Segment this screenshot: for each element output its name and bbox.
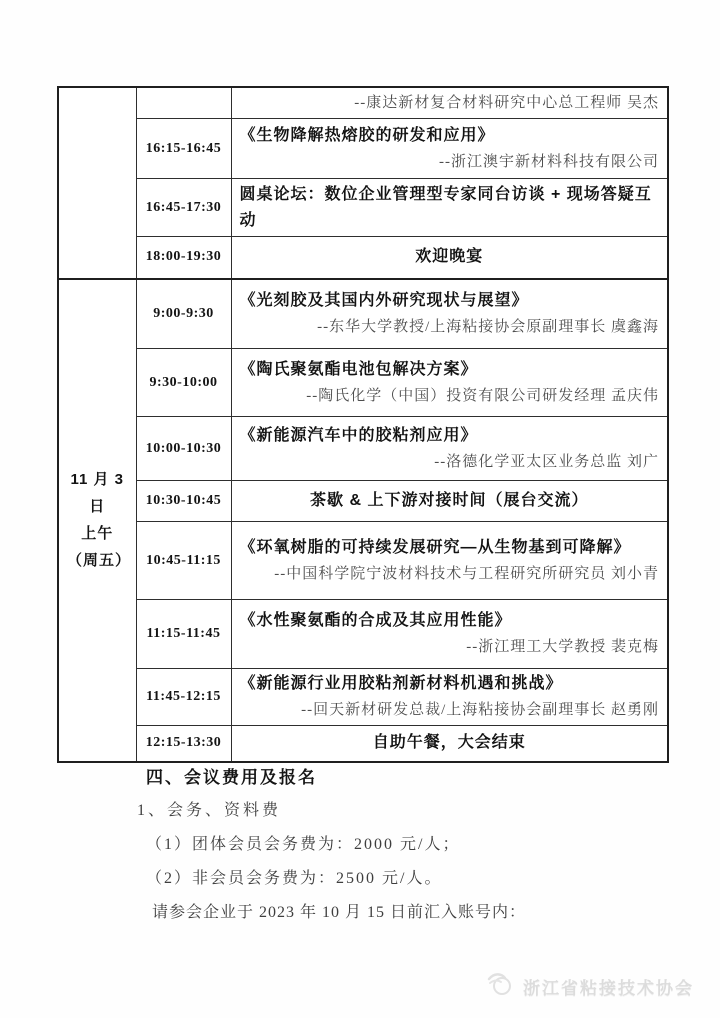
session-title: 《水性聚氨酯的合成及其应用性能》 [239, 612, 512, 629]
session-speaker: --洛德化学亚太区业务总监 刘广 [434, 453, 659, 470]
payment-deadline-note: 请参会企业于 2023 年 10 月 15 日前汇入账号内： [152, 904, 527, 921]
session-speaker: --中国科学院宁波材料技术与工程研究所研究员 刘小青 [274, 565, 659, 582]
date-line: （周五） [67, 552, 132, 569]
agenda-time-cell: 11:15-11:45 [136, 600, 231, 669]
agenda-session-cell [231, 600, 668, 669]
session-speaker: --东华大学教授/上海粘接协会原副理事长 虞鑫海 [317, 318, 659, 335]
session-title: 欢迎晚宴 [415, 248, 484, 266]
session-title: 茶歇 & 上下游对接时间（展台交流） [310, 492, 589, 509]
agenda-time-cell: 16:45-17:30 [136, 179, 231, 237]
agenda-row [58, 237, 668, 279]
conference-agenda-table [57, 86, 669, 763]
agenda-row [58, 600, 668, 669]
agenda-date-cell [58, 279, 136, 762]
agenda-row [58, 522, 668, 600]
session-title: 《陶氏聚氨酯电池包解决方案》 [239, 360, 478, 378]
date-line: 上午 [81, 525, 114, 542]
date-line: 11 月 3 日 [70, 471, 125, 515]
agenda-time-cell: 10:00-10:30 [136, 417, 231, 481]
agenda-time-cell: 9:00-9:30 [136, 279, 231, 349]
agenda-session-cell [231, 119, 668, 179]
fees-item-label: 1、会务、资料费 [137, 802, 282, 819]
session-speaker: --陶氏化学（中国）投资有限公司研发经理 孟庆伟 [306, 387, 659, 404]
association-name: 浙江省粘接技术协会 [523, 979, 694, 998]
session-speaker: --浙江澳宇新材料科技有限公司 [439, 153, 659, 170]
member-fee-line: （1）团体会员会务费为：2000 元/人； [146, 836, 461, 853]
agenda-session-cell [231, 726, 668, 762]
agenda-time-cell [136, 87, 231, 119]
session-title: 圆桌论坛：数位企业管理型专家同台访谈 + 现场答疑互动 [239, 185, 652, 229]
session-title: 《光刻胶及其国内外研究现状与展望》 [239, 291, 529, 309]
agenda-session-cell [231, 349, 668, 417]
agenda-row [58, 119, 668, 179]
session-speaker: --浙江理工大学教授 裴克梅 [466, 639, 659, 655]
agenda-session-cell [231, 87, 668, 119]
fees-section [0, 767, 720, 924]
watermark-footer [486, 969, 694, 1004]
non-member-fee-line: （2）非会员会务费为：2500 元/人。 [146, 870, 443, 887]
session-speaker: --回天新材研发总裁/上海粘接协会副理事长 赵勇刚 [301, 702, 659, 718]
agenda-session-cell [231, 522, 668, 600]
session-title: 自助午餐，大会结束 [372, 734, 526, 752]
agenda-row [58, 669, 668, 726]
agenda-time-cell: 10:30-10:45 [136, 481, 231, 522]
association-logo-icon [486, 969, 516, 1004]
agenda-date-cell [58, 87, 136, 279]
session-title: 《环氧树脂的可持续发展研究—从生物基到可降解》 [239, 538, 631, 556]
agenda-row [58, 87, 668, 119]
agenda-session-cell [231, 179, 668, 237]
agenda-row [58, 726, 668, 762]
agenda-time-cell: 9:30-10:00 [136, 349, 231, 417]
agenda-row [58, 179, 668, 237]
agenda-session-cell [231, 279, 668, 349]
agenda-row [58, 349, 668, 417]
agenda-time-cell: 16:15-16:45 [136, 119, 231, 179]
agenda-row [58, 481, 668, 522]
agenda-time-cell: 18:00-19:30 [136, 237, 231, 279]
agenda-session-cell [231, 237, 668, 279]
agenda-time-cell: 12:15-13:30 [136, 726, 231, 762]
agenda-time-cell: 11:45-12:15 [136, 669, 231, 726]
session-title: 《生物降解热熔胶的研发和应用》 [239, 126, 495, 144]
fees-section-heading: 四、会议费用及报名 [146, 768, 317, 787]
agenda-session-cell [231, 417, 668, 481]
agenda-session-cell [231, 669, 668, 726]
agenda-session-cell [231, 481, 668, 522]
session-title: 《新能源汽车中的胶粘剂应用》 [239, 426, 478, 444]
session-speaker: --康达新材复合材料研究中心总工程师 吴杰 [354, 95, 659, 111]
session-title: 《新能源行业用胶粘剂新材料机遇和挑战》 [239, 675, 563, 692]
agenda-row [58, 417, 668, 481]
agenda-time-cell: 10:45-11:15 [136, 522, 231, 600]
agenda-row [58, 279, 668, 349]
